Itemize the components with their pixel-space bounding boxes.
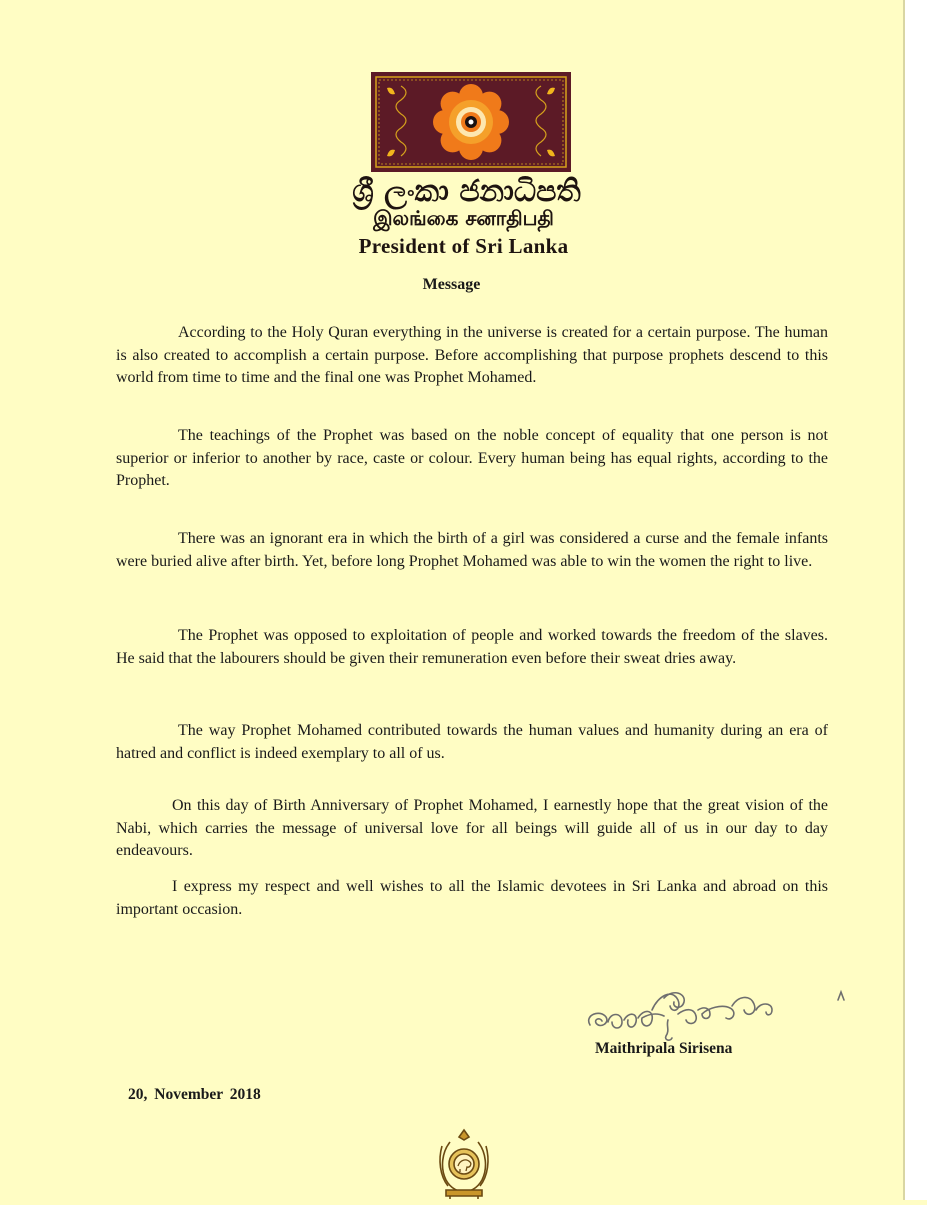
message-heading: Message [422,276,481,293]
signatory-name: Maithripala Sirisena [595,1040,733,1057]
national-emblem-crest-icon [436,1128,492,1200]
message-paragraph: The teachings of the Prophet was based on the noble concept of equality that one person is not superior or inferior to another by race, caste or colour. Every human being has equal rights, according to the Prophet. [116,427,828,489]
message-paragraph: I express my respect and well wishes to all the Islamic devotees in Sri Lanka and abroad on this important occasion. [116,878,828,918]
message-paragraph: The Prophet was opposed to exploitation of people and worked towards the freedom of the slaves. He said that the labourers should be given their remuneration even before their sweat dries away. [116,627,828,667]
title-sinhala: ශ්‍රී ලංකා ජනාධිපති [352,174,581,209]
message-paragraph: The way Prophet Mohamed contributed towards the human values and humanity during an era of hatred and conflict is indeed exemplary to all of us. [116,722,828,762]
title-english: President of Sri Lanka [358,234,569,258]
president-flag-emblem-icon [371,72,571,172]
letter-date: 20, November 2018 [128,1086,261,1103]
message-paragraph: There was an ignorant era in which the birth of a girl was considered a curse and the female infants were buried alive after birth. Yet, before long Prophet Mohamed was able to win the women the right to live. [116,530,828,570]
message-paragraph: According to the Holy Quran everything in the universe is created for a certain purpose. The human is also created to accomplish a certain purpose. Before accomplishing that purpose prophets descend to this world from time to time and the final one was Prophet Mohamed. [116,324,828,386]
message-paragraph: On this day of Birth Anniversary of Prophet Mohamed, I earnestly hope that the great vision of the Nabi, which carries the message of universal love for all beings will guide all of us in our day to day endeavours. [116,797,828,859]
handwritten-signature-icon [580,970,850,1045]
title-tamil: இலங்கை சனாதிபதி [373,206,554,230]
